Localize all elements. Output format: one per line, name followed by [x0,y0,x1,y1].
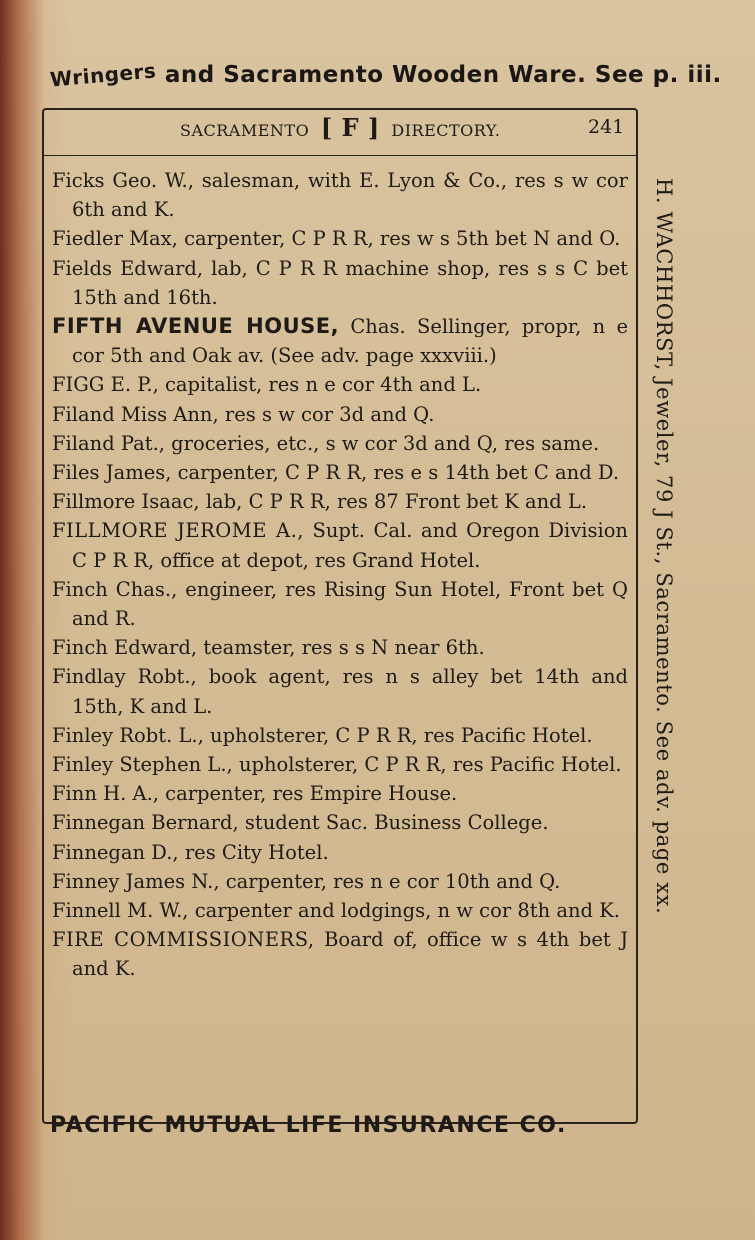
entry-details: M. W., carpenter and lodgings, n w cor 8th and K. [120,899,620,923]
directory-entry [52,779,628,808]
directory-entry [52,838,628,867]
top-ad-wringers: Wringers [49,58,158,92]
entry-name: Fields [52,256,113,280]
entry-name: Finn [52,782,97,806]
bottom-advertisement: PACIFIC MUTUAL LIFE INSURANCE CO. [50,1113,567,1138]
entry-name: Finch [52,577,108,601]
running-head-letter: [ F ] [320,113,380,142]
entry-name: Ficks [52,169,105,192]
directory-entry [52,166,628,224]
entry-details: Miss Ann, res s w cor 3d and Q. [114,402,435,426]
directory-entry [52,662,628,720]
entry-details: James, carpenter, C P R R, res e s 14th bet C and D. [99,461,620,485]
entry-name: Filand [52,431,115,455]
entry-details: Chas. Sellinger, propr, n e cor 5th and Oak av. (See adv. page xxxviii.) [72,315,628,368]
entry-details: Robt., book agent, res n s alley bet 14th and 15th, K and L. [72,665,628,718]
entry-details: James N., carpenter, res n e cor 10th and Q. [119,869,561,893]
entry-name: Finnegan [52,840,146,864]
entry-name: FIGG [52,373,105,397]
directory-entry [52,575,628,633]
entry-name: Finnell [52,899,121,923]
running-head [180,113,500,142]
entry-details: D., res City Hotel. [145,840,329,864]
entry-name: Finley [52,723,114,747]
entry-name: Fiedler [52,227,123,251]
entry-details: Board of, office w s 4th bet J and K. [72,928,629,981]
directory-entry [52,224,628,253]
running-head-city: SACRAMENTO [180,121,310,140]
entry-name: Finley [52,753,114,777]
entry-details: Robt. L., upholsterer, C P R R, res Pacific Hotel. [113,723,593,747]
header-rule [42,155,638,156]
directory-entry [52,312,628,370]
directory-entry [52,721,628,750]
entry-name: Finch [52,636,108,660]
entry-name: Findlay [52,665,126,689]
directory-entry [52,487,628,516]
top-advertisement [49,58,722,92]
entry-name: FILLMORE JEROME A., [52,519,304,543]
entry-details: Max, carpenter, C P R R, res w s 5th bet N and O. [122,227,621,251]
directory-entry [52,429,628,458]
entry-details: Pat., groceries, etc., s w cor 3d and Q, res same. [114,431,600,455]
directory-entry [52,633,628,662]
entry-details: Isaac, lab, C P R R, res 87 Front bet K and L. [135,490,588,514]
entry-name: Files [52,461,100,485]
entry-details: E. P., capitalist, res n e cor 4th and L. [104,373,482,397]
entry-name: FIRE COMMISSIONERS, [52,928,315,952]
entry-details: Edward, lab, C P R R machine shop, res s s C bet 15th and 16th. [72,256,628,309]
entry-name: FIFTH AVENUE HOUSE, [52,314,340,339]
page-number: 241 [588,116,625,138]
side-advertisement [650,178,680,1048]
directory-entry [52,516,628,574]
entry-name: Finney [52,869,120,893]
entry-name: Filand [52,402,115,426]
directory-entry [52,925,628,983]
directory-entry [52,254,628,312]
directory-entry [52,400,628,429]
running-head-title: DIRECTORY. [391,121,501,140]
directory-entry [52,808,628,837]
directory-entry [52,896,628,925]
directory-entry [52,370,628,399]
directory-entries [52,166,628,984]
entry-details: Bernard, student Sac. Business College. [145,811,549,835]
side-ad-text: H. WACHHORST, Jeweler, 79 J St., Sacramento. See adv. page xx. [652,178,676,915]
entry-details: Geo. W., salesman, with E. Lyon & Co., res s w cor 6th and K. [72,169,628,222]
entry-details: H. A., carpenter, res Empire House. [96,782,458,806]
entry-details: Stephen L., upholsterer, C P R R, res Pacific Hotel. [113,753,622,777]
top-ad-text: and Sacramento Wooden Ware. See p. iii. [164,62,722,88]
directory-entry [52,750,628,779]
directory-entry [52,458,628,487]
entry-name: Finnegan [52,811,146,835]
entry-details: Supt. Cal. and Oregon Division C P R R, office at depot, res Grand Hotel. [72,519,628,572]
entry-details: Edward, teamster, res s s N near 6th. [107,636,485,660]
entry-name: Fillmore [52,490,136,514]
directory-entry [52,867,628,896]
entry-details: Chas., engineer, res Rising Sun Hotel, Front bet Q and R. [72,577,628,631]
